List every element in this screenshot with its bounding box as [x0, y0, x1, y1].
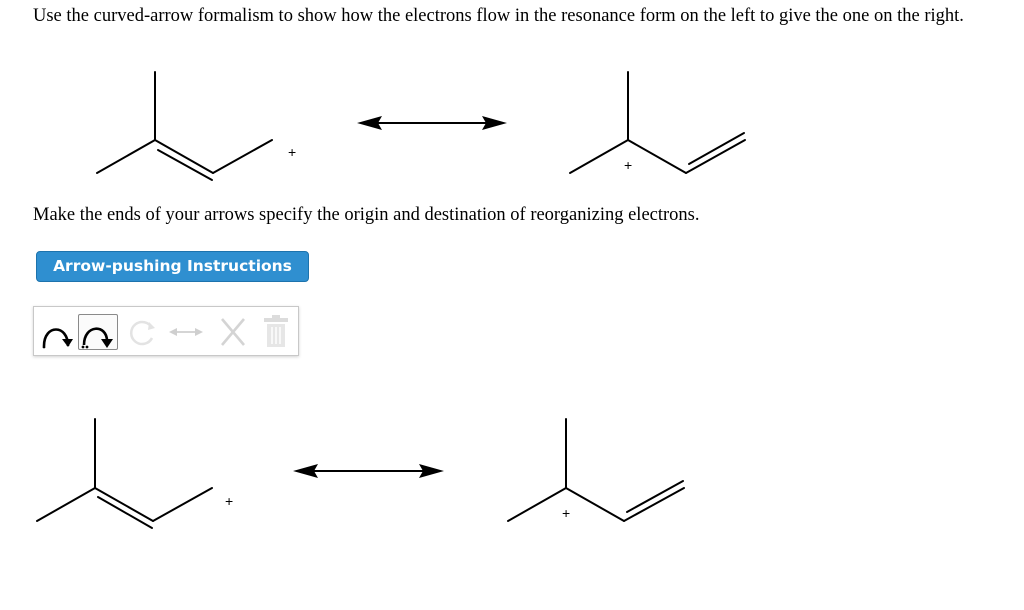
arrow-pushing-instructions-button[interactable]: Arrow-pushing Instructions [36, 251, 309, 282]
clear-tool[interactable] [216, 314, 250, 350]
trash-icon [259, 314, 293, 350]
answer-resonance-arrow [293, 464, 444, 478]
single-electron-arrow-tool[interactable] [38, 314, 78, 350]
clear-icon [216, 314, 250, 350]
reference-left-structure [97, 72, 272, 180]
rotate-tool[interactable] [126, 314, 160, 350]
resonance-arrow-icon [166, 314, 206, 350]
carbocation-charge: + [624, 157, 633, 173]
question-text: Use the curved-arrow formalism to show how the electrons flow in the resonance form on the left to give the one on the right. [33, 6, 964, 26]
reference-resonance-arrow [357, 116, 507, 130]
carbocation-charge: + [225, 493, 234, 509]
resonance-arrow-tool[interactable] [166, 314, 206, 350]
electron-pair-arrow-tool[interactable] [78, 314, 118, 350]
instruction-text: Make the ends of your arrows specify the origin and destination of reorganizing electrons. [33, 205, 700, 225]
answer-right-structure [508, 419, 684, 521]
carbocation-charge: + [562, 505, 571, 521]
electron-pair-arrow-icon [79, 315, 117, 349]
single-electron-arrow-icon [38, 314, 78, 350]
carbocation-charge: + [288, 144, 297, 160]
answer-left-structure [37, 419, 212, 528]
rotate-icon [126, 314, 160, 350]
reference-right-structure [570, 72, 745, 173]
arrow-toolbar [33, 306, 299, 356]
trash-tool[interactable] [259, 314, 293, 350]
